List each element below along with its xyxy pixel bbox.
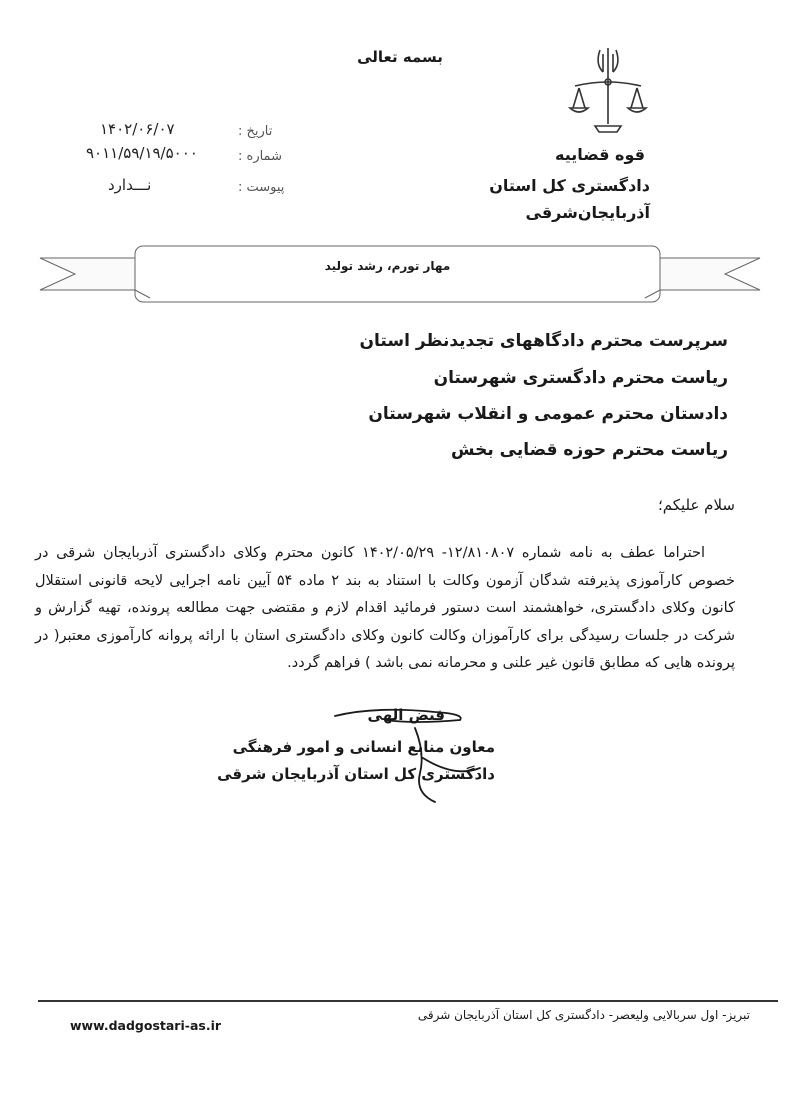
attachment-value: نـــدارد [108, 176, 152, 194]
slogan-text: مهار تورم، رشد تولید [324, 259, 451, 273]
recipient-line: دادستان محترم عمومی و انقلاب شهرستان [368, 404, 728, 424]
recipient-line: ریاست محترم حوزه قضایی بخش [451, 440, 728, 460]
signatory-organization: دادگستری کل استان آذربایجان شرقی [217, 765, 495, 783]
signatory-name: فیض الهی [367, 706, 445, 724]
number-value: ۹۰۱۱/۵۹/۱۹/۵۰۰۰ [86, 144, 198, 162]
basmala-heading: بسمه تعالی [357, 48, 443, 66]
date-value: ۱۴۰۲/۰۶/۰۷ [100, 120, 175, 138]
org-court: دادگستری کل استان [489, 176, 650, 195]
date-label: تاریخ : [238, 124, 273, 139]
letter-body: احتراما عطف به نامه شماره ۱۲/۸۱۰۸۰۷- ۱۴۰۲/۰۵/۲۹ کانون محترم وکلای دادگستری آذربایجان شرقی در خصوص کارآموزی پذیرفته شدگان آزمون وکالت با استناد به بند ۲ ماده ۵۴ آیین نامه اجرایی لایحه قانونی استقلال کانون وکلای دادگستری، خواهشمند است دستور فرمائید اقدام لازم و مقتضی جهت مطالعه پرونده، تهیه گزارش و شرکت در جلسات رسیدگی برای کارآموزان وکالت کانون وکلای دادگستری استان با ارائه پروانه کارآموزی معتبر( در پرونده هایی که مطابق قانون غیر علنی و محرمانه نمی باشد ) فراهم گردد. [35, 545, 735, 671]
org-province: آذربایجان‌شرقی [525, 203, 650, 222]
recipient-line: سرپرست محترم دادگاههای تجدیدنظر استان [359, 331, 728, 351]
footer-divider [38, 1000, 778, 1002]
attachment-label: پیوست : [238, 180, 285, 195]
footer-website-link[interactable]: www.dadgostari-as.ir [70, 1018, 222, 1033]
footer-address: تبریز- اول سربالایی ولیعصر- دادگستری کل استان آذربایجان شرقی [417, 1008, 750, 1022]
judiciary-scales-emblem-icon [565, 42, 651, 142]
signatory-title: معاون منابع انسانی و امور فرهنگی [232, 738, 495, 756]
org-judiciary: قوه قضاییه [554, 145, 645, 164]
recipient-line: ریاست محترم دادگستری شهرستان [433, 368, 728, 388]
number-label: شماره : [238, 149, 282, 164]
greeting: سلام علیکم؛ [657, 496, 735, 514]
